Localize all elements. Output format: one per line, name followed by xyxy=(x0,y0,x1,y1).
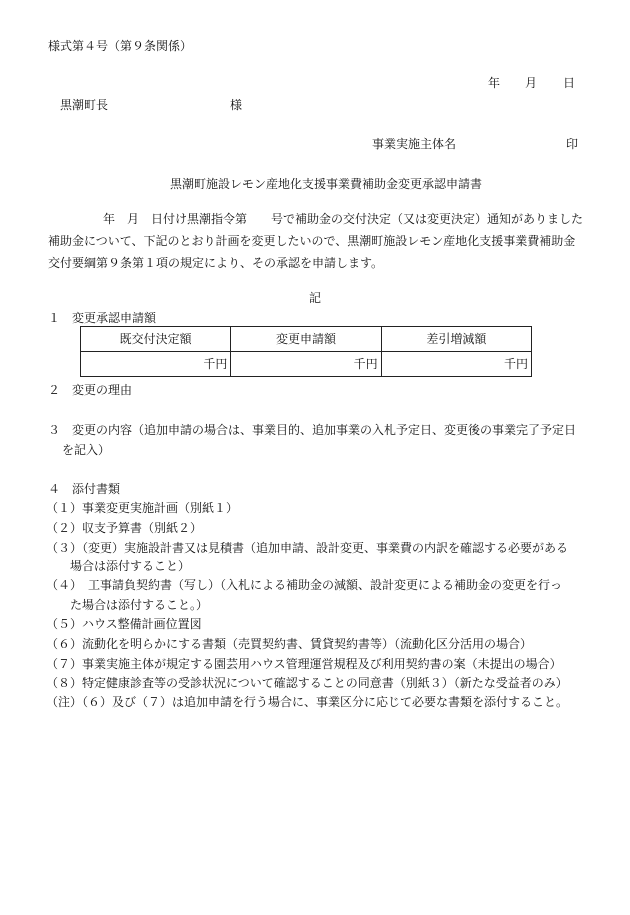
date-month-label: 月 xyxy=(525,76,538,90)
attachment-item-4-cont: た場合は添付すること。） xyxy=(70,598,209,612)
addressee-name: 黒潮町長 xyxy=(60,98,109,112)
document-title: 黒潮町施設レモン産地化支援事業費補助金変更承認申請書 xyxy=(170,177,483,191)
body-line: 交付要綱第９条第１項の規定により、その承認を申請します。 xyxy=(48,256,384,270)
amount-table xyxy=(80,326,532,377)
header-cell-difference: 差引増減額 xyxy=(381,327,531,352)
table-header-row xyxy=(81,327,532,352)
applicant-label: 事業実施主体名 xyxy=(372,137,457,151)
date-day-label: 日 xyxy=(563,76,576,90)
attachment-item-4: （４） 工事請負契約書（写し）（入札による補助金の減額、設計変更による補助金の変更を行っ xyxy=(46,578,563,592)
body-line: 年 月 日付け黒潮指令第 号で補助金の交付決定（又は変更決定）通知がありました xyxy=(103,212,584,226)
addressee-honorific: 様 xyxy=(230,98,243,112)
section1-heading: １ 変更承認申請額 xyxy=(48,311,157,325)
attachment-item-8: （８）特定健康診査等の受診状況について確認することの同意書（別紙３）（新たな受益者のみ） xyxy=(46,676,568,690)
section3-line: ３ 変更の内容（追加申請の場合は、事業目的、追加事業の入札予定日、変更後の事業完了予定日 xyxy=(48,423,577,437)
table-row xyxy=(81,352,532,377)
value-cell-difference: 千円 xyxy=(381,352,531,377)
attachment-note: （注）（６）及び（７）は追加申請を行う場合に、事業区分に応じて必要な書類を添付すること。 xyxy=(46,695,569,709)
date-year-label: 年 xyxy=(488,76,501,90)
attachment-item-7: （７）事業実施主体が規定する園芸用ハウス管理運営規程及び利用契約書の案（未提出の場合） xyxy=(46,657,562,671)
body-line: 補助金について、下記のとおり計画を変更したいので、黒潮町施設レモン産地化支援事業費補助金 xyxy=(48,234,576,248)
value-cell-requested: 千円 xyxy=(231,352,381,377)
header-cell-previous: 既交付決定額 xyxy=(81,327,231,352)
attachment-item-5: （５）ハウス整備計画位置図 xyxy=(46,617,202,631)
ki-heading: 記 xyxy=(309,291,322,305)
attachment-item-6: （６）流動化を明らかにする書類（売買契約書、賃貸契約書等）（流動化区分活用の場合） xyxy=(46,637,533,651)
attachment-item-3-cont: 場合は添付すること） xyxy=(70,559,191,573)
value-cell-previous: 千円 xyxy=(81,352,231,377)
body-paragraph xyxy=(48,208,593,274)
seal-mark: 印 xyxy=(566,137,579,151)
section4-heading: ４ 添付書類 xyxy=(48,482,121,496)
attachment-item-3: （３）（変更）実施設計書又は見積書（追加申請、設計変更、事業費の内訳を確認する必要がある xyxy=(46,541,569,555)
section3-line-cont: を記入） xyxy=(62,443,111,457)
attachment-item-2: （２）収支予算書（別紙２） xyxy=(46,521,203,535)
header-cell-requested: 変更申請額 xyxy=(231,327,381,352)
form-number: 様式第４号（第９条関係） xyxy=(48,39,193,53)
section2-heading: ２ 変更の理由 xyxy=(48,383,133,397)
attachment-item-1: （１）事業変更実施計画（別紙１） xyxy=(46,501,239,515)
